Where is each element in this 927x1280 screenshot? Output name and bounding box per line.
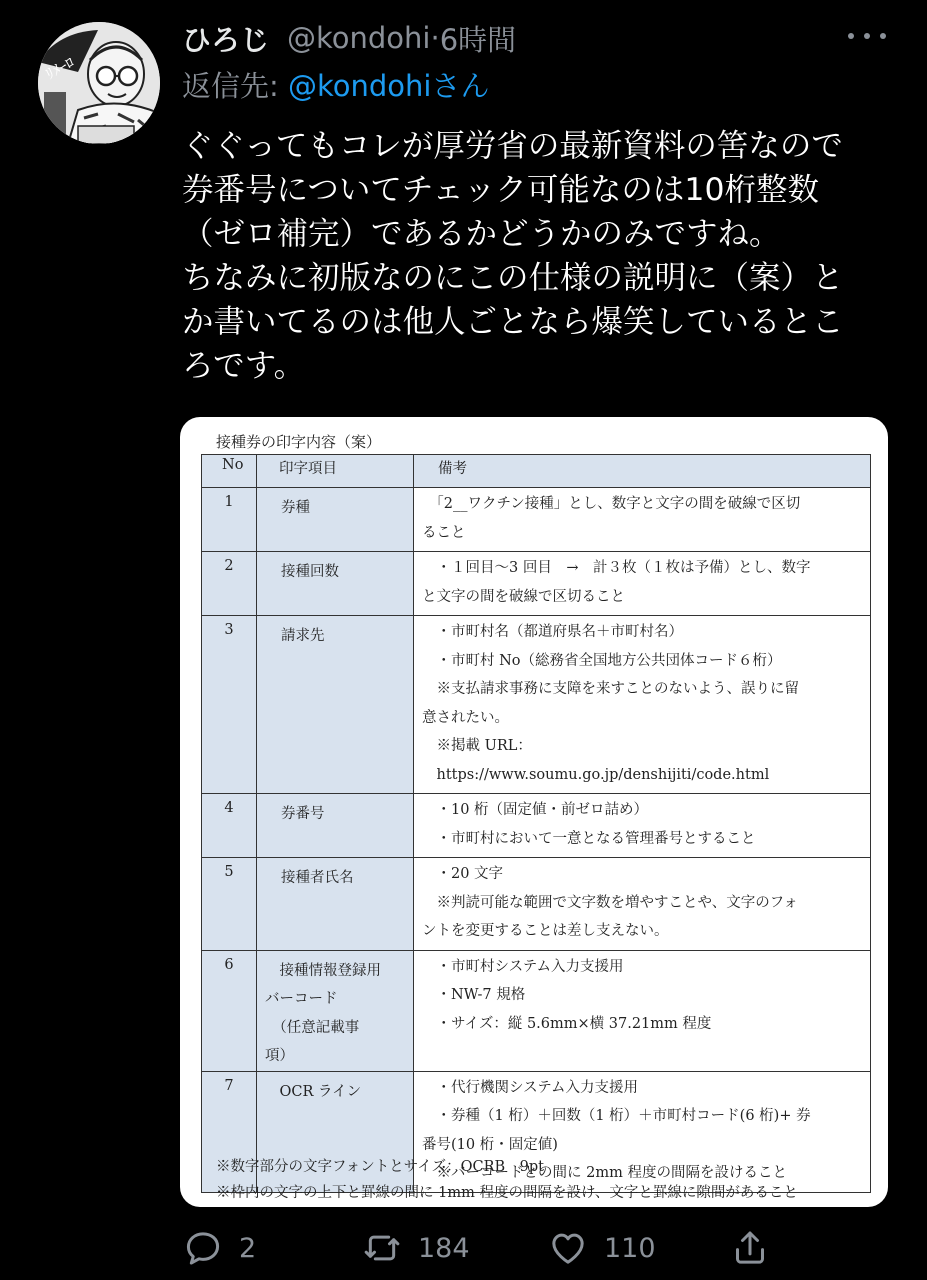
tweet-text-line: か書いてるのは他人ごとなら爆笑しているとこ (182, 304, 844, 340)
document-title: 接種券の印字内容（案） (216, 433, 382, 451)
column-header-item: 印字項目 (257, 455, 414, 488)
reply-mention-link[interactable]: @kondohi (288, 69, 432, 103)
table-row (202, 616, 871, 794)
note-line: ・20 文字 (422, 866, 504, 882)
row-item (257, 552, 414, 616)
row-item-line: OCR ライン (265, 1083, 362, 1100)
row-notes (414, 552, 871, 616)
tweet-text (182, 124, 892, 388)
row-notes (414, 858, 871, 951)
more-dot (880, 33, 886, 39)
row-notes (414, 794, 871, 858)
timestamp[interactable]: 6時間 (439, 22, 517, 57)
note-line: https://www.soumu.go.jp/denshijiti/code.html (422, 766, 770, 783)
note-line: ※支払請求事務に支障を来すことのないよう、誤りに留 (422, 681, 799, 697)
table-row (202, 950, 871, 1071)
table-row (202, 488, 871, 552)
note-line: 意されたい。 (422, 709, 509, 726)
row-number: 5 (202, 858, 257, 951)
retweet-count: 184 (418, 1232, 470, 1264)
tweet-text-line: ぐぐってもコレが厚労省の最新資料の筈なので (182, 128, 843, 164)
tweet-text-line: ろです。 (182, 348, 306, 384)
row-item (257, 794, 414, 858)
reply-button[interactable] (183, 1228, 256, 1268)
tweet-text-line: （ゼロ補完）であるかどうかのみですね。 (182, 216, 781, 252)
more-options-button[interactable] (848, 22, 886, 50)
row-item (257, 858, 414, 951)
row-item-line: 項） (265, 1048, 294, 1064)
display-name[interactable]: ひろじ (182, 22, 270, 57)
row-item (257, 488, 414, 552)
note-line: 番号(10 桁・固定値) (422, 1136, 558, 1153)
document-table (201, 454, 871, 1193)
note-line: 「2__ワクチン接種」とし、数字と文字の間を破線で区切 (422, 496, 801, 512)
note-line: と文字の間を破線で区切ること (422, 588, 625, 605)
note-line: ・代行機関システム入力支援用 (422, 1079, 639, 1096)
row-number: 3 (202, 616, 257, 794)
heart-icon (548, 1228, 588, 1268)
table-row (202, 794, 871, 858)
note-line: ・市町村名（都道府県名＋市町村名） (422, 624, 683, 640)
reply-icon (183, 1228, 223, 1268)
reply-count: 2 (239, 1232, 257, 1264)
row-number: 2 (202, 552, 257, 616)
user-handle[interactable]: @kondohi (287, 21, 431, 55)
more-dot (848, 33, 854, 39)
note-line: ること (422, 524, 466, 541)
note-line: ・市町村システム入力支援用 (422, 958, 624, 975)
row-item (257, 950, 414, 1071)
tweet-text-line: ちなみに初版なのにこの仕様の説明に（案）と (182, 260, 844, 296)
row-notes (414, 950, 871, 1071)
replying-to (182, 64, 490, 105)
note-line: ・市町村において一意となる管理番号とすること (422, 830, 756, 847)
row-item-line: 券種 (281, 500, 310, 516)
share-icon (730, 1228, 770, 1268)
attached-image[interactable] (180, 417, 888, 1207)
table-header-row (202, 455, 871, 488)
svg-text:ﾘﾒｰﾛ: ﾘﾒｰﾛ (42, 53, 78, 84)
retweet-button[interactable] (362, 1228, 470, 1268)
column-header-no: No (202, 455, 257, 488)
note-line: ・市町村 No（総務省全国地方公共団体コード６桁） (422, 652, 782, 669)
note-line: ・１回目～3 回目 → 計３枚（１枚は予備）とし、数字 (422, 560, 811, 576)
tweet-text-line: 券番号についてチェック可能なのは10桁整数 (182, 172, 820, 208)
column-header-notes: 備考 (414, 455, 871, 488)
note-line: ・NW-7 規格 (422, 987, 526, 1003)
reply-suffix: さん (431, 69, 490, 103)
row-notes (414, 616, 871, 794)
reply-prefix: 返信先: (182, 69, 288, 103)
like-button[interactable] (548, 1228, 656, 1268)
tweet-header (182, 16, 516, 60)
note-line: ・10 桁（固定値・前ゼロ詰め） (422, 802, 649, 818)
row-item-line: 請求先 (281, 628, 325, 644)
separator-dot: · (430, 21, 440, 55)
row-item-line: （任意記載事 (265, 1019, 360, 1036)
row-item-line: バーコード (265, 991, 338, 1007)
note-line: ・サイズ：縦 5.6mm×横 37.21mm 程度 (422, 1015, 712, 1032)
retweet-icon (362, 1228, 402, 1268)
row-item-line: 接種情報登録用 (265, 962, 381, 979)
row-notes (414, 488, 871, 552)
row-item-line: 接種回数 (281, 564, 339, 580)
avatar[interactable] (38, 22, 160, 144)
footnote: ※数字部分の文字フォントとサイズ：OCRB 9pt (216, 1159, 545, 1175)
table-row (202, 858, 871, 951)
share-button[interactable] (730, 1228, 770, 1268)
row-number: 4 (202, 794, 257, 858)
table-row (202, 552, 871, 616)
row-item (257, 616, 414, 794)
row-number: 1 (202, 488, 257, 552)
note-line: ・券種（1 桁）＋回数（1 桁）＋市町村コード(6 桁)+ 券 (422, 1108, 811, 1124)
avatar-illustration (38, 22, 160, 144)
note-line: ※バーコードとの間に 2mm 程度の間隔を設けること (422, 1165, 787, 1181)
like-count: 110 (604, 1232, 656, 1264)
row-item-line: 接種者氏名 (281, 870, 354, 886)
more-dot (864, 33, 870, 39)
action-bar (0, 1228, 927, 1268)
row-number: 7 (202, 1071, 257, 1192)
row-number: 6 (202, 950, 257, 1071)
note-line: ントを変更することは差し支えない。 (422, 923, 669, 939)
row-item-line: 券番号 (281, 806, 325, 822)
footnote: ※枠内の文字の上下と罫線の間に 1mm 程度の間隔を設け、文字と罫線に隙間があること (216, 1185, 798, 1201)
note-line: ※判読可能な範囲で文字数を増やすことや、文字のフォ (422, 894, 798, 911)
note-line: ※掲載 URL： (422, 738, 532, 754)
